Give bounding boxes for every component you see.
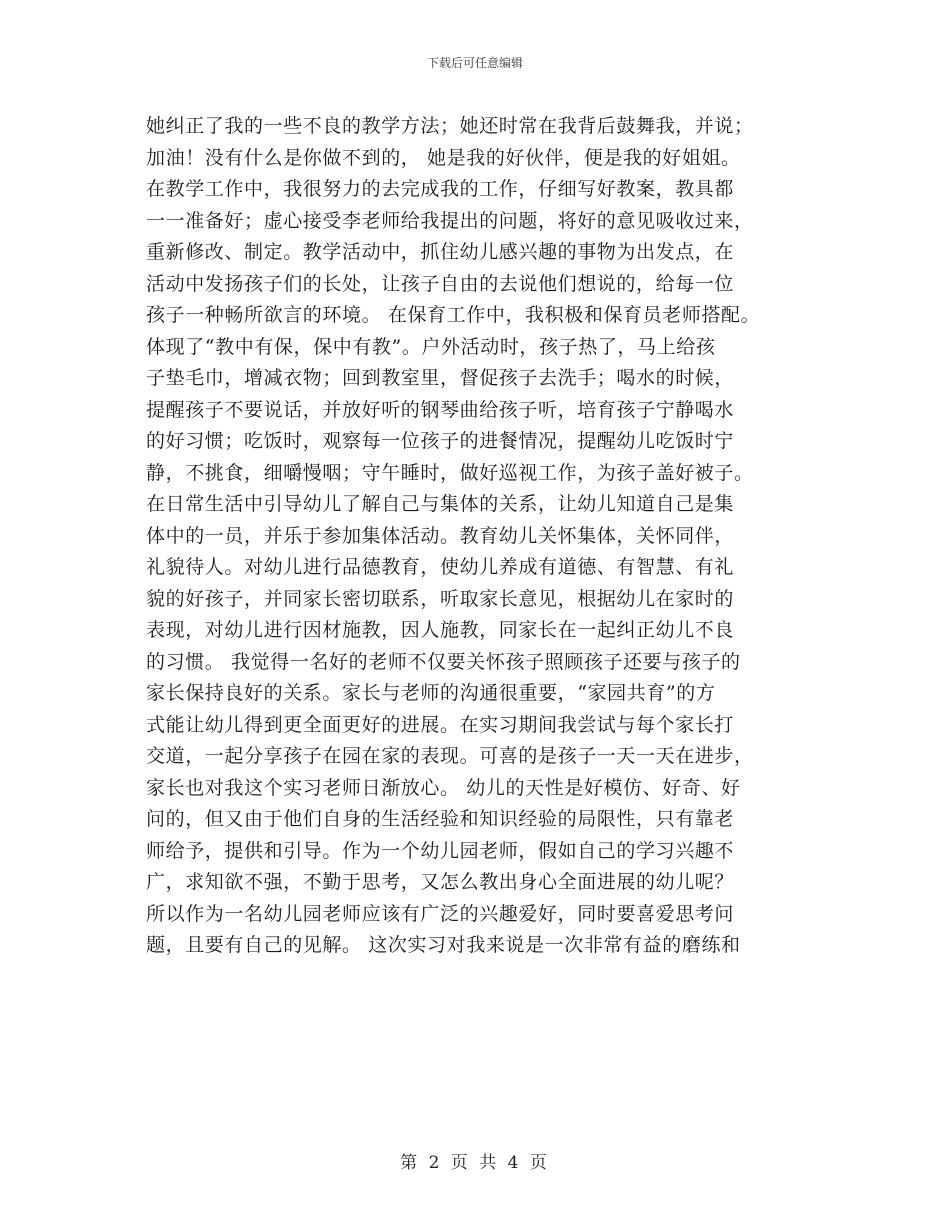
- body-line: 式能让幼儿得到更全面更好的进展。在实习期间我尝试与每个家长打: [146, 713, 735, 736]
- body-line: 表现，对幼儿进行因材施教，因人施教，同家长在一起纠正幼儿不良: [146, 619, 735, 641]
- body-line: 她纠正了我的一些不良的教学方法；她还时常在我背后鼓舞我，并说；: [146, 115, 754, 137]
- body-line: 在日常生活中引导幼儿了解自己与集体的关系，让幼儿知道自己是集: [146, 493, 735, 515]
- body-line: 一一准备好；虚心接受李老师给我提出的问题，将好的意见吸收过来，: [146, 209, 754, 232]
- body-line: 孩子一种畅所欲言的环境。 在保育工作中，我积极和保育员老师搭配。: [146, 304, 761, 326]
- body-line: 静，不挑食，细嚼慢咽；守午睡时，做好巡视工作，为孩子盖好被子。: [146, 461, 754, 484]
- body-line: 活动中发扬孩子们的长处，让孩子自由的去说他们想说的，给每一位: [146, 272, 735, 295]
- body-line: 家长保持良好的关系。家长与老师的沟通很重要，“家园共育”的方: [146, 682, 716, 704]
- body-line: 提醒孩子不要说话，并放好听的钢琴曲给孩子听，培育孩子宁静喝水: [146, 398, 735, 421]
- body-line: 师给予，提供和引导。作为一个幼儿园老师，假如自己的学习兴趣不: [146, 839, 735, 862]
- body-line: 交道，一起分享孩子在园在家的表现。可喜的是孩子一天一天在进步，: [146, 745, 754, 767]
- body-line: 问的，但又由于他们自身的生活经验和知识经验的局限性，只有靠老: [146, 808, 735, 830]
- body-line: 重新修改、制定。教学活动中，抓住幼儿感兴趣的事物为出发点，在: [146, 241, 735, 263]
- body-line: 体现了“教中有保，保中有教”。户外活动时，孩子热了，马上给孩: [146, 335, 716, 358]
- body-line: 的习惯。 我觉得一名好的老师不仅要关怀孩子照顾孩子还要与孩子的: [146, 650, 741, 673]
- page-number: 第 2 页 共 4 页: [400, 1153, 550, 1173]
- body-line: 的好习惯；吃饭时，观察每一位孩子的进餐情况，提醒幼儿吃饭时宁: [146, 430, 735, 452]
- body-line: 所以作为一名幼儿园老师应该有广泛的兴趣爱好，同时要喜爱思考问: [146, 902, 735, 925]
- body-line: 家长也对我这个实习老师日渐放心。 幼儿的天性是好模仿、好奇、好: [146, 776, 741, 799]
- body-line: 在教学工作中，我很努力的去完成我的工作，仔细写好教案，教具都: [146, 178, 735, 200]
- body-line: 貌的好孩子，并同家长密切联系，听取家长意见，根据幼儿在家时的: [146, 587, 735, 610]
- body-line: 体中的一员，并乐于参加集体活动。教育幼儿关怀集体，关怀同伴，: [146, 524, 735, 547]
- body-line: 加油！没有什么是你做不到的， 她是我的好伙伴，便是我的好姐姐。: [146, 146, 741, 169]
- body-line: 题，且要有自己的见解。 这次实习对我来说是一次非常有益的磨练和: [146, 934, 741, 956]
- page-header: 下载后可任意编辑: [426, 56, 523, 70]
- document-body: [146, 111, 826, 962]
- body-line: 子垫毛巾，增减衣物；回到教室里，督促孩子去洗手；喝水的时候，: [146, 367, 735, 389]
- body-line: 礼貌待人。对幼儿进行品德教育，使幼儿养成有道德、有智慧、有礼: [146, 556, 735, 578]
- body-line: 广，求知欲不强，不勤于思考，又怎么教出身心全面进展的幼儿呢？: [146, 871, 735, 893]
